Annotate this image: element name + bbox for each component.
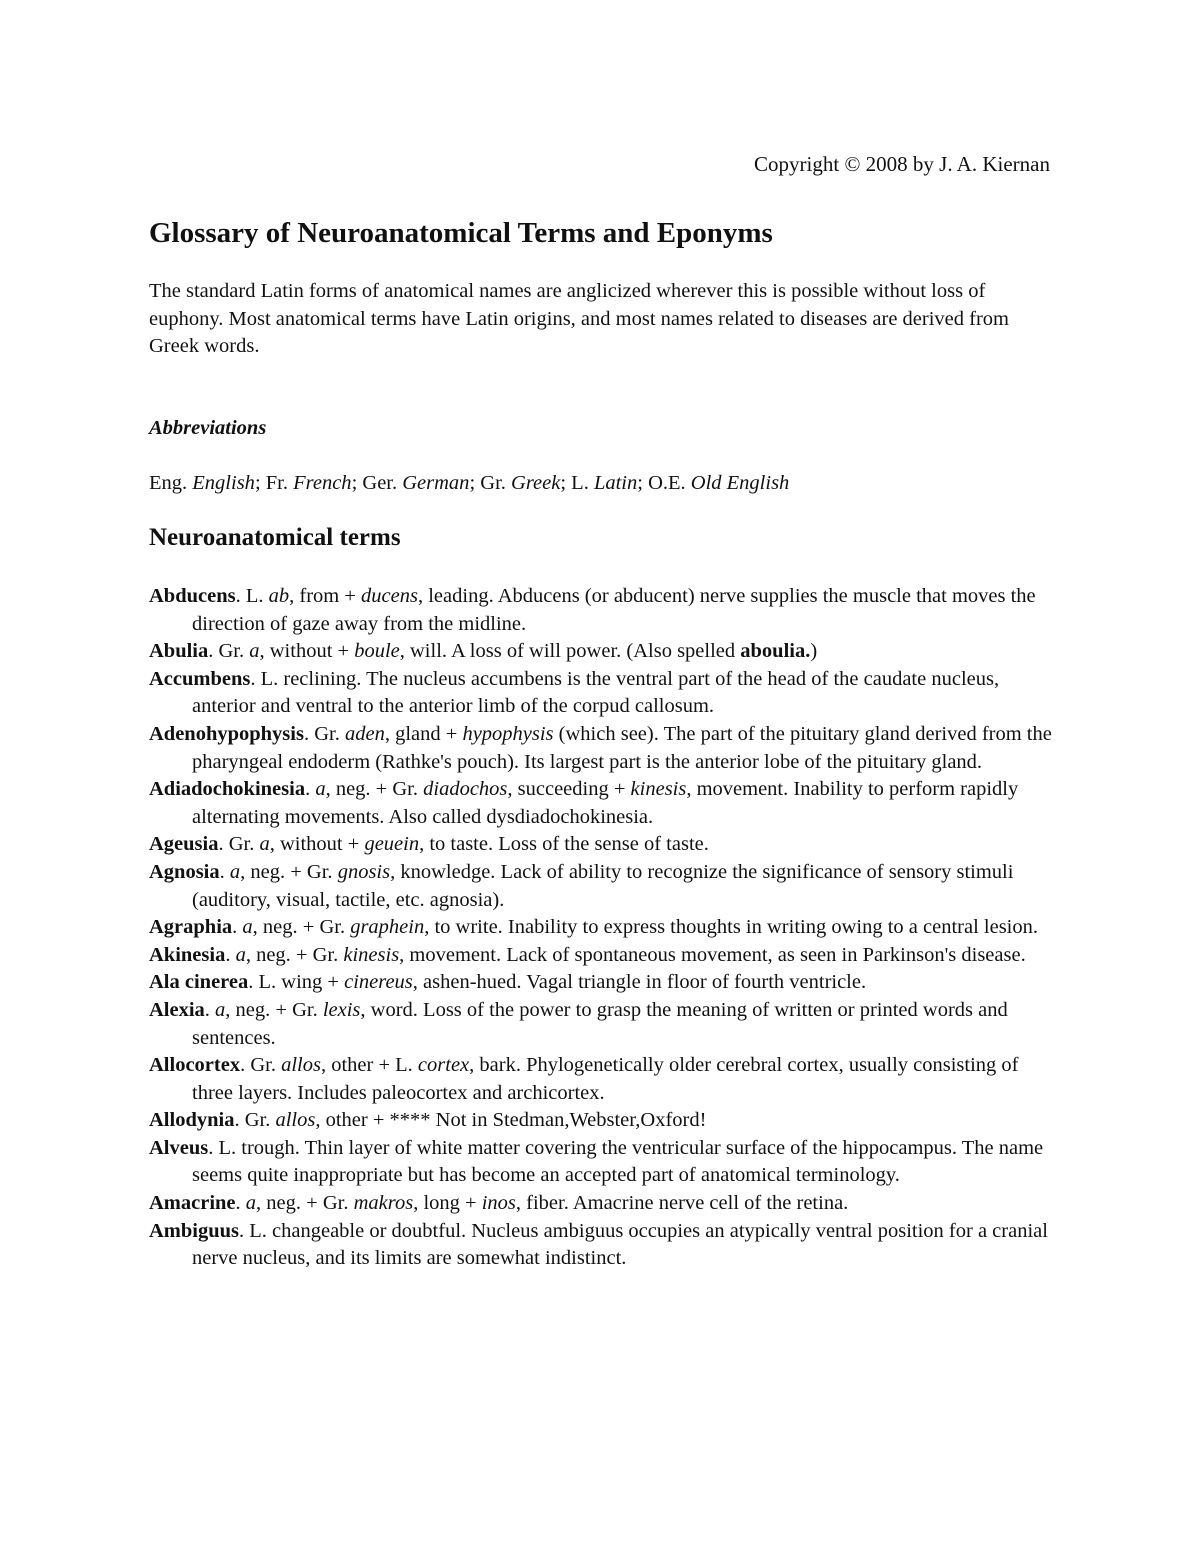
glossary-definition-text: , neg. + Gr. [225, 998, 323, 1021]
glossary-entry [149, 1052, 1054, 1107]
glossary-definition-text: , leading. Abducens (or abducent) nerve supplies the muscle that moves the direction of gaze away from the midline. [192, 585, 1036, 635]
abbreviation-meaning: English [192, 472, 255, 494]
glossary-etymon: aden [344, 722, 385, 745]
glossary-etymon: a [242, 916, 253, 939]
glossary-definition-text: , neg. + Gr. [325, 778, 424, 801]
glossary-entry [149, 997, 1054, 1052]
glossary-etymon: a [229, 860, 241, 883]
section-heading: Neuroanatomical terms [149, 524, 401, 551]
glossary-definition-text: , movement. Inability to perform rapidly alternating movements. Also called dysdiadochokinesia. [192, 778, 1019, 828]
glossary-definition-text: . Gr. [240, 1054, 282, 1077]
glossary-etymon: a [235, 943, 246, 966]
glossary-term: Allodynia [149, 1109, 235, 1132]
glossary-etymon: kinesis [343, 943, 400, 966]
glossary-etymon: graphein [350, 916, 425, 939]
glossary-entry [149, 638, 1054, 666]
glossary-definition-text: . Gr. [234, 1109, 276, 1132]
abbreviation-code: Eng. [149, 472, 188, 494]
glossary-entry [149, 721, 1054, 776]
glossary-term: Abducens [149, 585, 236, 607]
glossary-definition-text: . Gr. [218, 833, 260, 856]
glossary-entry [149, 1135, 1054, 1190]
glossary-etymon: kinesis [630, 778, 687, 801]
glossary-definition-text: . L. trough. Thin layer of white matter covering the ventricular surface of the hippocampus. The name seems quite inappropriate but has become an accepted part of anatomical terminology. [192, 1136, 1044, 1187]
glossary-etymon: inos [481, 1192, 516, 1215]
glossary-etymon: gnosis [337, 860, 391, 883]
abbreviation-item [149, 472, 255, 494]
glossary-definition-text: . L. changeable or doubtful. Nucleus ambiguus occupies an atypically ventral position for a cranial nerve nucleus, and its limits are somewhat indistinct. [192, 1219, 1048, 1270]
abbreviation-code: Fr. [265, 472, 288, 494]
glossary-definition-text: , gland + [384, 722, 463, 745]
glossary-etymon: cortex [417, 1054, 470, 1077]
glossary-definition-text: , bark. Phylogenetically older cerebral cortex, usually consisting of three layers. Includes paleocortex and archicortex. [192, 1054, 1019, 1104]
glossary-entry [149, 914, 1054, 942]
glossary-etymon: allos [281, 1054, 321, 1077]
glossary-definition-text: , movement. Lack of spontaneous movement, as seen in Parkinson's disease. [399, 943, 1026, 966]
abbreviation-separator: ; [469, 472, 481, 494]
glossary-definition-text: , ashen-hued. Vagal triangle in floor of fourth ventricle. [412, 971, 867, 994]
glossary-variant: aboulia. [740, 640, 811, 663]
glossary-definition-text: . L. reclining. The nucleus accumbens is the ventral part of the head of the caudate nucleus, anterior and ventral to the anterior limb of the corpud callosum. [192, 667, 1000, 718]
glossary-etymon: geuein [364, 833, 420, 856]
glossary-etymon: a [245, 1192, 257, 1215]
glossary-term: Agnosia [149, 860, 220, 883]
glossary-etymon: boule [354, 640, 400, 663]
glossary-definition-text: (which see). The part of the pituitary gland derived from the pharyngeal endoderm (Rathke's pouch). Its largest part is the anterior lobe of the pituitary gland. [192, 722, 1052, 773]
glossary-definition-text: , neg. + Gr. [252, 916, 351, 939]
abbreviations-heading: Abbreviations [149, 417, 267, 439]
glossary-entry [149, 583, 1054, 638]
glossary-term: Agraphia [149, 916, 233, 939]
glossary-definition-text: , neg. + Gr. [240, 860, 338, 883]
glossary-definition-text: , without + [259, 640, 355, 663]
abbreviation-code: Ger. [362, 472, 398, 494]
glossary-entry [149, 969, 1054, 997]
glossary-term: Akinesia [149, 943, 226, 966]
abbreviation-meaning: Latin [593, 472, 638, 494]
abbreviation-item [571, 472, 637, 494]
glossary-etymon: ducens [361, 585, 418, 607]
abbreviation-item [362, 472, 469, 494]
glossary-entry [149, 942, 1054, 970]
glossary-definition-text: , neg. + Gr. [256, 1192, 354, 1215]
page-title: Glossary of Neuroanatomical Terms and Eponyms [149, 217, 773, 249]
abbreviation-separator: ; [351, 472, 363, 494]
abbreviation-code: Gr. [480, 472, 506, 494]
glossary-etymon: a [249, 640, 260, 663]
abbreviation-separator: ; [560, 472, 572, 494]
glossary-definition-text: . [305, 778, 316, 801]
glossary-entry [149, 1107, 1054, 1135]
glossary-entry [149, 776, 1054, 831]
glossary-term: Allocortex [149, 1054, 241, 1077]
abbreviations-list [149, 469, 789, 497]
copyright-notice: Copyright © 2008 by J. A. Kiernan [754, 152, 1050, 176]
glossary-definition-text: , succeeding + [507, 778, 631, 801]
glossary-definition-text: . [232, 916, 243, 939]
abbreviation-code: L. [571, 472, 589, 494]
glossary-definition-text: . [235, 1192, 246, 1215]
glossary-definition-text: . [225, 943, 236, 966]
glossary-term: Ageusia [149, 833, 219, 856]
glossary-term: Alveus [149, 1136, 209, 1159]
glossary-term: Ambiguus [149, 1219, 240, 1242]
glossary-etymon: diadochos [423, 778, 508, 801]
intro-paragraph: The standard Latin forms of anatomical names are anglicized wherever this is possible without loss of euphony. Most anatomical terms have Latin origins, and most names related to diseases are derived from Greek words. [149, 280, 1009, 357]
glossary-entry [149, 1218, 1054, 1273]
glossary-etymon: makros [353, 1192, 414, 1215]
glossary-term: Accumbens [149, 667, 251, 690]
glossary-term: Adiadochokinesia [149, 778, 306, 801]
glossary-definition-text: , to taste. Loss of the sense of taste. [419, 833, 709, 856]
abbreviation-item [648, 472, 789, 494]
glossary-term: Adenohypophysis [149, 722, 304, 745]
glossary-entry [149, 1190, 1054, 1218]
glossary-etymon: a [259, 833, 270, 856]
glossary-etymon: hypophysis [462, 722, 554, 745]
glossary-etymon: lexis [322, 998, 361, 1021]
glossary-entry [149, 859, 1054, 914]
glossary-etymon: a [215, 998, 226, 1021]
glossary-definition-text: . L. wing + [248, 971, 345, 994]
glossary-definition-text: . Gr. [303, 722, 345, 745]
glossary-etymon: allos [275, 1109, 316, 1132]
glossary-etymon: a [315, 778, 326, 801]
abbreviation-separator: ; [637, 472, 649, 494]
abbreviation-separator: ; [254, 472, 266, 494]
glossary-definition-text: , from + [289, 585, 362, 607]
abbreviation-meaning: Old English [690, 472, 790, 494]
glossary-definition-text: ) [810, 640, 818, 663]
abbreviation-meaning: French [293, 472, 352, 494]
glossary-definition-text: , other + **** Not in Stedman,Webster,Oxford! [315, 1109, 707, 1132]
abbreviation-meaning: German [402, 472, 470, 494]
abbreviation-meaning: Greek [511, 472, 561, 494]
glossary-definition-text: . [204, 998, 216, 1021]
glossary-definition-text: , to write. Inability to express thoughts in writing owing to a central lesion. [424, 916, 1038, 939]
abbreviation-item [480, 472, 560, 494]
abbreviation-item [266, 472, 352, 494]
glossary-etymon: cinereus [344, 971, 413, 994]
glossary-definition-text: , without + [269, 833, 365, 856]
glossary-definition-text: , fiber. Amacrine nerve cell of the retina. [515, 1192, 849, 1215]
glossary-definition-text: , word. Loss of the power to grasp the meaning of written or printed words and sentences. [192, 998, 1008, 1049]
glossary-etymon: ab [268, 585, 290, 607]
glossary-definition-text: , will. A loss of will power. (Also spelled [399, 640, 741, 663]
glossary-term: Amacrine [149, 1192, 236, 1215]
glossary-definition-text: . Gr. [208, 640, 250, 663]
glossary-definition-text: , neg. + Gr. [245, 943, 344, 966]
glossary-entry [149, 831, 1054, 859]
glossary-list [149, 583, 1054, 1273]
glossary-definition-text: . L. [235, 585, 269, 607]
glossary-entry [149, 666, 1054, 721]
abbreviation-code: O.E. [648, 472, 686, 494]
glossary-definition-text: , knowledge. Lack of ability to recognize the significance of sensory stimuli (auditory, visual, tactile, etc. agnosia). [192, 860, 1014, 911]
glossary-term: Alexia [149, 998, 205, 1021]
glossary-term: Ala cinerea [149, 971, 249, 994]
glossary-term: Abulia [149, 640, 209, 663]
glossary-definition-text: , long + [413, 1192, 482, 1215]
glossary-definition-text: , other + L. [320, 1054, 418, 1077]
glossary-definition-text: . [219, 860, 230, 883]
